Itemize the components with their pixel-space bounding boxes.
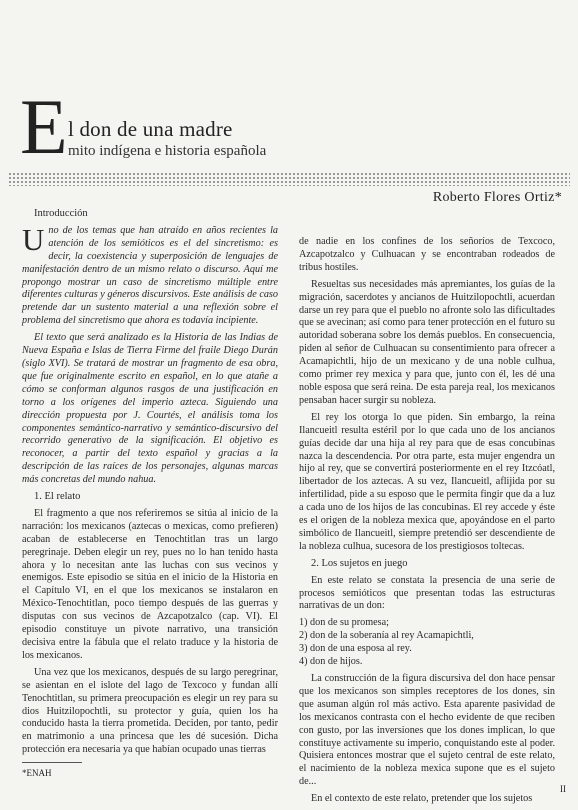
section-heading-relato: 1. El relato [34,491,81,503]
body-paragraph: En este relato se constata la presencia de una serie de procesos semióticos que presentan todas las estructuras narrativas de un don: [299,574,555,612]
list-item: 1) don de su promesa; [299,617,389,629]
title-dropcap: E [20,83,68,170]
right-column [299,236,555,810]
list-item: 2) don de la soberanía al rey Acamapichtli, [299,630,474,642]
abstract-paragraph-2: El texto que será analizado es la Historia de las Indias de Nueva España e Islas de Tierra Firme del fraile Diego Durán (siglo XVI). Se tratará de mostrar un fragmento de esa obra, que fue originalmente escrito en español, en lo que atañe a cómo se conforman algunos rasgos de una justificación en torno a los orígenes del imperio azteca. Siguiendo una dirección propuesta por J. Courtés, el análisis toma los componentes semántico-narrativo y semántico-discursivo del recorrido generativo de la significación. El objetivo es reconocer, a partir del texto español y gracias a la descripción de las raíces de los personajes, algunas marcas más concretas del mundo nahua. [22,332,278,486]
list-item: 3) don de una esposa al rey. [299,643,412,655]
list-item: 4) don de hijos. [299,656,363,668]
article-title: l don de una madre [68,117,233,141]
body-paragraph: En el contexto de este relato, pretender que los sujetos [311,793,533,805]
body-paragraph: La construcción de la figura discursiva del don hace pensar que los mexicanos son simples receptores de los dones, sin que asuman algún rol más activo. Esta aparente pasividad de los mexicanos contrasta con el hecho evidente de que reciben con gusto, por las inversiones que los dones implican, lo que constituye activamente su imperio, conquistando este al poder. Quisiera entonces mostrar que el sujeto central de este relato, el nacimiento de la nobleza mexica supone que es el sujeto de... [299,673,555,788]
section-heading-introduccion: Introducción [34,208,88,219]
body-paragraph: Resueltas sus necesidades más apremiantes, los guías de la migración, sacerdotes y ancianos de Huitzilopochtli, acuerdan darse un rey para que el pueblo no afronte solo las dificultades que se avecinan; así como para tener protección en el futuro su autoridad soberana sobre los demás pueblos. En consecuencia, piden al señor de Culhuacan su consentimiento para ofrecer a Acamapichtli, hijo de un mexicano y de una noble culhua, como primer rey mexica y para que, junto con él, les dé una noble esposa que será reina. De esta pareja real, los mexicanos pensaban hacer surgir su nobleza. [299,278,555,406]
abstract-paragraph-1 [22,221,278,328]
left-column [22,208,278,761]
dotted-divider [8,172,570,186]
abstract-text-1: no de los temas que han atraído en años recientes la atención de los semióticos es el del sincretismo: es decir, la coexistencia y superposición de lenguajes de manifestación dentro de un mismo relato o discurso. Aquí me propongo mostrar un caso de sincretismo múltiple entre diferentes culturas y géneros discursivos. Este análisis de caso pretende dar un sustento material a una reflexión sobre el problema del sincretismo que ahora es todavía incipiente. [22,224,278,327]
body-paragraph: El rey los otorga lo que piden. Sin embargo, la reina Ilancueitl resulta estéril por lo que cada uno de los ancianos guías decide dar una hija al rey para que de esas concubinas nazca la descendencia. Por otra parte, esta mujer engendra un hijo al rey, que se convertirá posteriormente en el rey Itzcóatl, libertador de los aztecas. A su vez, Ilancueitl, aflijida por su infertilidad, pide a su esposo que le permita fingir que da a luz a cada uno de los hijos de las concubinas. El rey accede y éste es el origen de la nobleza mexica que, apoyándose en el parto simbólico de Ilancueitl, siempre pretendió ser descendiente de la nobleza culhua, sucesora de los prestigiosos toltecas. [299,411,555,552]
footnote-rule [22,762,82,763]
abstract-dropcap: U [22,221,45,257]
page-number: II [560,784,566,794]
author-name: Roberto Flores Ortiz* [432,190,562,205]
gift-list [299,617,555,669]
body-paragraph: de nadie en los confines de los señoríos de Texcoco, Azcapotzalco y Culhuacan y se encontraban rodeados de tribus hostiles. [299,236,555,273]
section-heading-sujetos: 2. Los sujetos en juego [311,557,408,569]
body-paragraph: El fragmento a que nos referiremos se sitúa al inicio de la narración: los mexicanos (aztecas o mexicas, como prefieren) acaban de establecerse en Tenochtitlan tras un largo peregrinaje. Deben elegir un rey, pues no lo han tenido hasta ahora y lo necesitan ante las luchas con sus vecinos y enemigos. Este episodio se sitúa en el inicio de la Historia en el Capítulo VI, en el que los mexicanos se instalaron en México-Tenochtitlan, poco tiempo después de las guerras y disputas con sus vecinos de Azcapotzalco (cap. VI). El episodio constituye un pivote narrativo, una transición decisiva entre la fábula que el relato traduce y la historia de los mexicanos. [22,507,278,661]
footnote: *ENAH [22,768,52,778]
article-subtitle: mito indígena e historia española [68,143,267,159]
body-paragraph: Una vez que los mexicanos, después de su largo peregrinar, se asientan en el islote del lago de Texcoco y fundan allí Tenochtitlan, su primera preocupación es elegir un rey para su dios Huitzilopochtli, su protector y guía, quien los ha conducido hasta la tierra prometida. Deciden, por tanto, pedir en matrimonio a una princesa que les dé sucesión. Dicha protección era necesaria ya que habían ocupado unas tierras [22,666,278,756]
